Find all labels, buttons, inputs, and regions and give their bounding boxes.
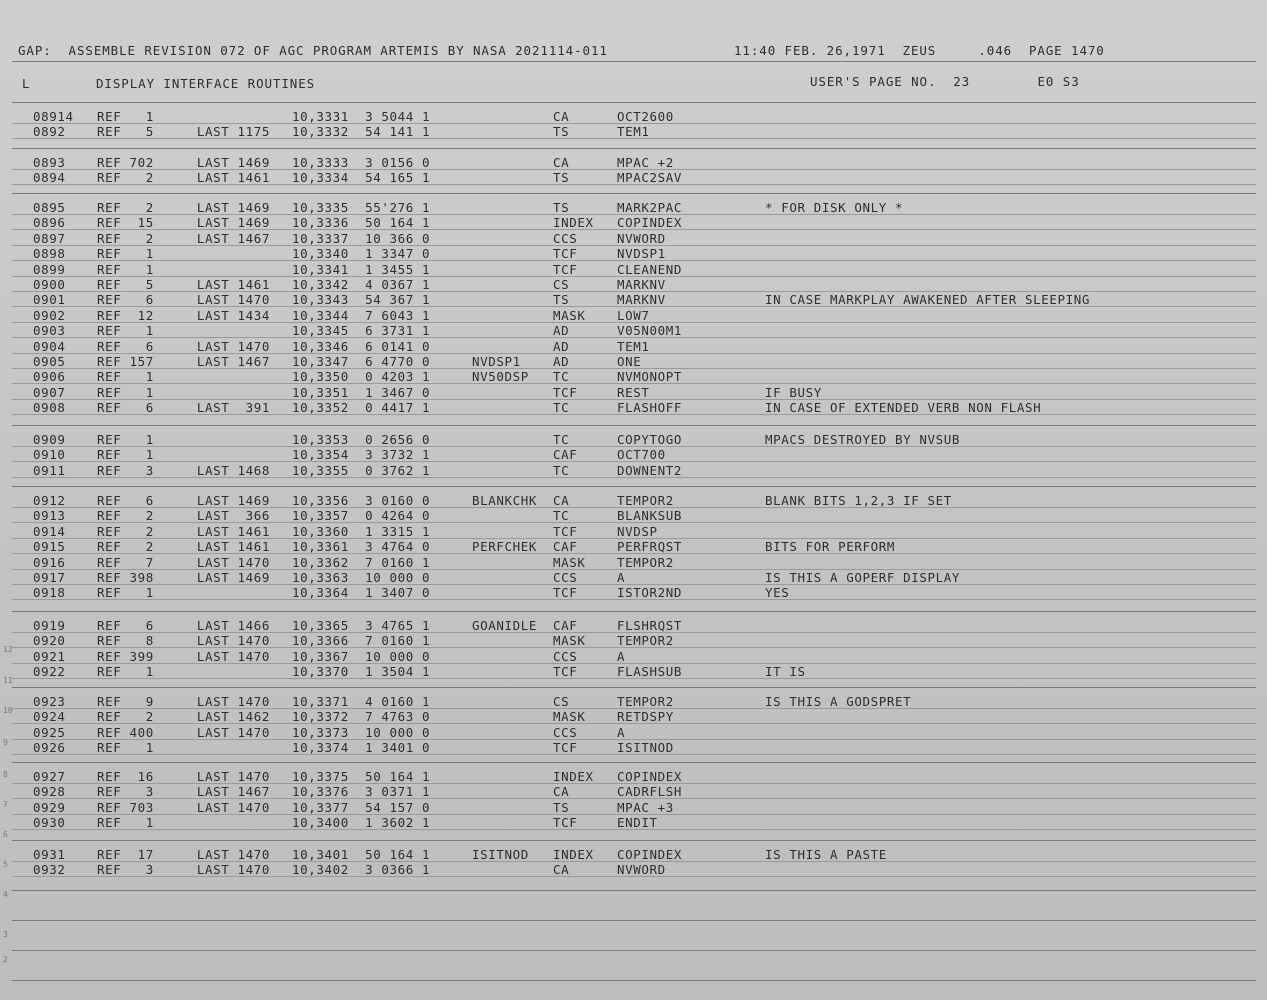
row-addr: 10,3357 0 4264 0 [292,508,431,524]
row-ref: REF 3 [97,784,154,800]
row-addr: 10,3375 50 164 1 [292,769,431,784]
row-ref: REF 9 [97,694,154,709]
row-last: LAST 1175 [196,124,270,140]
row-op: MASK [553,633,586,649]
row-seq: 0921 [33,648,66,664]
row-addr: 10,3373 10 000 0 [292,724,431,740]
row-comment: MPACS DESTROYED BY NVSUB [765,432,961,447]
row-last: LAST 1469 [196,493,270,508]
row-seq: 0897 [33,230,66,246]
row-addr: 10,3367 10 000 0 [292,648,431,664]
row-op: MASK [553,554,586,570]
margin-line-number: 10 [3,706,13,715]
row-seq: 0919 [33,618,66,633]
row-addr: 10,3360 1 3315 1 [292,523,431,539]
row-last: LAST 1468 [196,462,270,478]
row-comment: BITS FOR PERFORM [765,539,896,555]
row-arg: A [617,724,626,740]
row-arg: LOW7 [617,307,650,323]
row-seq: 0902 [33,307,66,323]
row-seq: 0910 [33,447,66,463]
row-ref: REF 3 [97,462,154,478]
row-op: TCF [553,523,578,539]
row-addr: 10,3344 7 6043 1 [292,307,431,323]
row-last: LAST 1470 [196,694,270,709]
row-ref: REF 5 [97,277,154,292]
blank-line-rule [12,890,1256,891]
row-op: TC [553,369,570,385]
group-divider [12,611,1256,612]
row-op: TCF [553,815,578,831]
row-ref: REF 15 [97,215,154,231]
row-op: CS [553,694,570,709]
row-seq: 0893 [33,155,66,170]
row-last: LAST 1434 [196,307,270,323]
row-addr: 10,3354 3 3732 1 [292,447,431,463]
row-last: LAST 1470 [196,847,270,862]
row-seq: 0923 [33,694,66,709]
row-addr: 10,3346 6 0141 0 [292,338,431,354]
row-addr: 10,3401 50 164 1 [292,847,431,862]
row-op: CCS [553,724,578,740]
row-seq: 0915 [33,539,66,555]
row-last: LAST 1461 [196,523,270,539]
row-addr: 10,3331 3 5044 1 [292,109,431,124]
row-last: LAST 1470 [196,769,270,784]
row-last: LAST 1462 [196,709,270,725]
row-last: LAST 1469 [196,155,270,170]
row-comment: * FOR DISK ONLY * [765,200,904,215]
row-op: MASK [553,709,586,725]
row-addr: 10,3361 3 4764 0 [292,539,431,555]
row-ref: REF 2 [97,230,154,246]
row-comment: IN CASE MARKPLAY AWAKENED AFTER SLEEPING [765,292,1091,308]
row-addr: 10,3366 7 0160 1 [292,633,431,649]
row-arg: TEMPOR2 [617,694,674,709]
row-arg: MPAC +2 [617,155,674,170]
row-arg: OCT700 [617,447,666,463]
row-arg: FLASHOFF [617,400,683,416]
row-last: LAST 1466 [196,618,270,633]
row-seq: 0904 [33,338,66,354]
row-label: NVDSP1 [472,354,521,369]
row-ref: REF 3 [97,862,154,878]
row-seq: 0898 [33,246,66,262]
row-seq: 0903 [33,323,66,339]
row-addr: 10,3350 0 4203 1 [292,369,431,385]
row-comment: IS THIS A GOPERF DISPLAY [765,570,961,585]
row-last: LAST 1470 [196,862,270,878]
row-addr: 10,3372 7 4763 0 [292,709,431,725]
row-addr: 10,3332 54 141 1 [292,124,431,140]
row-arg: TEM1 [617,338,650,354]
section-title: DISPLAY INTERFACE ROUTINES [96,76,316,91]
row-addr: 10,3374 1 3401 0 [292,740,431,756]
row-seq: 0905 [33,354,66,369]
row-label: BLANKCHK [472,493,538,508]
row-op: AD [553,338,570,354]
row-seq: 08914 [33,109,74,124]
row-ref: REF 2 [97,523,154,539]
row-seq: 0906 [33,369,66,385]
row-arg: MARK2PAC [617,200,683,215]
row-op: CA [553,155,570,170]
row-op: TCF [553,740,578,756]
header-line-1-left: GAP: ASSEMBLE REVISION 072 OF AGC PROGRAM ARTEMIS BY NASA 2021114-011 [18,43,608,58]
row-last: LAST 1470 [196,799,270,815]
group-divider [12,486,1256,487]
row-addr: 10,3345 6 3731 1 [292,323,431,339]
row-arg: ISITNOD [617,740,674,756]
row-arg: ONE [617,354,642,369]
row-op: TC [553,400,570,416]
row-seq: 0913 [33,508,66,524]
row-arg: TEMPOR2 [617,633,674,649]
row-op: INDEX [553,847,594,862]
row-op: TCF [553,384,578,400]
row-arg: TEMPOR2 [617,493,674,508]
group-divider [12,425,1256,426]
row-op: TCF [553,246,578,262]
row-seq: 0925 [33,724,66,740]
row-seq: 0911 [33,462,66,478]
row-arg: NVDSP1 [617,246,666,262]
row-addr: 10,3400 1 3602 1 [292,815,431,831]
row-addr: 10,3341 1 3455 1 [292,261,431,277]
group-divider [12,687,1256,688]
row-op: TS [553,799,570,815]
row-arg: NVDSP [617,523,658,539]
row-seq: 0927 [33,769,66,784]
row-op: TCF [553,261,578,277]
row-seq: 0912 [33,493,66,508]
group-divider [12,102,1256,103]
row-seq: 0909 [33,432,66,447]
row-arg: FLSHRQST [617,618,683,633]
header-flag: L [22,76,31,91]
row-addr: 10,3371 4 0160 1 [292,694,431,709]
row-arg: CADRFLSH [617,784,683,800]
margin-line-number: 6 [3,830,8,839]
row-addr: 10,3333 3 0156 0 [292,155,431,170]
row-last: LAST 1470 [196,633,270,649]
blank-line-rule [12,980,1256,981]
row-addr: 10,3337 10 366 0 [292,230,431,246]
row-seq: 0896 [33,215,66,231]
row-op: TS [553,200,570,215]
row-op: MASK [553,307,586,323]
row-addr: 10,3364 1 3407 0 [292,585,431,601]
row-op: CCS [553,230,578,246]
row-arg: TEMPOR2 [617,554,674,570]
row-comment: IN CASE OF EXTENDED VERB NON FLASH [765,400,1042,416]
row-ref: REF 157 [97,354,154,369]
row-arg: FLASHSUB [617,664,683,680]
row-addr: 10,3334 54 165 1 [292,170,431,186]
row-ref: REF 2 [97,200,154,215]
row-ref: REF 1 [97,585,154,601]
row-op: TCF [553,585,578,601]
row-label: GOANIDLE [472,618,538,633]
row-addr: 10,3347 6 4770 0 [292,354,431,369]
row-label: NV50DSP [472,369,529,385]
row-ref: REF 1 [97,109,154,124]
row-ref: REF 16 [97,769,154,784]
margin-line-number: 4 [3,890,8,899]
row-ref: REF 1 [97,384,154,400]
row-addr: 10,3365 3 4765 1 [292,618,431,633]
row-op: INDEX [553,769,594,784]
row-op: INDEX [553,215,594,231]
row-seq: 0917 [33,570,66,585]
row-ref: REF 398 [97,570,154,585]
group-divider [12,148,1256,149]
row-op: CCS [553,570,578,585]
row-arg: MARKNV [617,292,666,308]
row-last: LAST 1470 [196,338,270,354]
row-arg: ISTOR2ND [617,585,683,601]
row-seq: 0931 [33,847,66,862]
row-seq: 0932 [33,862,66,878]
row-comment: IS THIS A GODSPRET [765,694,912,709]
row-last: LAST 1470 [196,724,270,740]
row-last: LAST 1461 [196,277,270,292]
margin-line-number: 12 [3,645,13,654]
row-ref: REF 1 [97,369,154,385]
row-ref: REF 8 [97,633,154,649]
row-seq: 0901 [33,292,66,308]
row-comment: YES [765,585,790,601]
row-arg: REST [617,384,650,400]
row-ref: REF 1 [97,432,154,447]
blank-line-rule [12,920,1256,921]
row-arg: NVWORD [617,230,666,246]
blank-line-rule [12,950,1256,951]
row-arg: MARKNV [617,277,666,292]
row-ref: REF 12 [97,307,154,323]
row-ref: REF 399 [97,648,154,664]
row-addr: 10,3335 55'276 1 [292,200,431,215]
row-op: CA [553,109,570,124]
row-addr: 10,3336 50 164 1 [292,215,431,231]
row-addr: 10,3377 54 157 0 [292,799,431,815]
row-arg: PERFRQST [617,539,683,555]
row-ref: REF 6 [97,338,154,354]
group-divider [12,193,1256,194]
row-op: TC [553,432,570,447]
row-arg: RETDSPY [617,709,674,725]
row-ref: REF 1 [97,447,154,463]
row-ref: REF 17 [97,847,154,862]
row-last: LAST 1467 [196,230,270,246]
row-last: LAST 1469 [196,200,270,215]
row-addr: 10,3402 3 0366 1 [292,862,431,878]
row-op: TS [553,292,570,308]
row-ref: REF 1 [97,261,154,277]
row-arg: MPAC +3 [617,799,674,815]
row-last: LAST 1461 [196,539,270,555]
row-ref: REF 2 [97,539,154,555]
row-op: CCS [553,648,578,664]
row-ref: REF 2 [97,508,154,524]
row-seq: 0895 [33,200,66,215]
row-op: CA [553,493,570,508]
row-addr: 10,3351 1 3467 0 [292,384,431,400]
row-arg: NVMONOPT [617,369,683,385]
row-last: LAST 1467 [196,784,270,800]
row-addr: 10,3343 54 367 1 [292,292,431,308]
row-arg: COPYTOGO [617,432,683,447]
row-arg: MPAC2SAV [617,170,683,186]
row-last: LAST 1469 [196,215,270,231]
row-op: CAF [553,539,578,555]
row-arg: ENDIT [617,815,658,831]
margin-line-number: 9 [3,738,8,747]
row-seq: 0926 [33,740,66,756]
row-op: AD [553,354,570,369]
row-arg: BLANKSUB [617,508,683,524]
row-addr: 10,3356 3 0160 0 [292,493,431,508]
row-addr: 10,3355 0 3762 1 [292,462,431,478]
row-ref: REF 2 [97,170,154,186]
row-arg: COPINDEX [617,847,683,862]
row-last: LAST 1470 [196,648,270,664]
row-op: CS [553,277,570,292]
row-arg: NVWORD [617,862,666,878]
margin-line-number: 11 [3,676,13,685]
row-seq: 0907 [33,384,66,400]
row-arg: DOWNENT2 [617,462,683,478]
row-arg: COPINDEX [617,215,683,231]
margin-line-number: 7 [3,800,8,809]
row-op: TS [553,124,570,140]
row-ref: REF 400 [97,724,154,740]
row-addr: 10,3363 10 000 0 [292,570,431,585]
row-seq: 0900 [33,277,66,292]
row-last: LAST 1467 [196,354,270,369]
row-ref: REF 6 [97,493,154,508]
row-last: LAST 1470 [196,292,270,308]
row-ref: REF 703 [97,799,154,815]
row-addr: 10,3353 0 2656 0 [292,432,431,447]
row-ref: REF 1 [97,246,154,262]
row-ref: REF 7 [97,554,154,570]
row-ref: REF 1 [97,740,154,756]
user-page-number: USER'S PAGE NO. 23 E0 S3 [810,74,1080,89]
row-label: PERFCHEK [472,539,538,555]
row-addr: 10,3340 1 3347 0 [292,246,431,262]
row-op: CA [553,862,570,878]
row-op: TC [553,508,570,524]
row-ref: REF 6 [97,292,154,308]
row-comment: IS THIS A PASTE [765,847,887,862]
row-seq: 0894 [33,170,66,186]
row-seq: 0920 [33,633,66,649]
row-seq: 0930 [33,815,66,831]
row-op: CAF [553,447,578,463]
row-seq: 0892 [33,124,66,140]
row-arg: COPINDEX [617,769,683,784]
margin-line-number: 8 [3,770,8,779]
row-arg: A [617,570,626,585]
header-rule [12,61,1256,62]
row-ref: REF 1 [97,323,154,339]
row-last: LAST 1461 [196,170,270,186]
row-ref: REF 6 [97,400,154,416]
row-op: TCF [553,664,578,680]
row-op: AD [553,323,570,339]
row-op: CA [553,784,570,800]
row-op: CAF [553,618,578,633]
header-line-1-right: 11:40 FEB. 26,1971 ZEUS .046 PAGE 1470 [734,43,1105,58]
row-seq: 0924 [33,709,66,725]
row-last: LAST 366 [196,508,270,524]
margin-line-number: 5 [3,860,8,869]
margin-line-number: 3 [3,930,8,939]
row-seq: 0918 [33,585,66,601]
row-addr: 10,3376 3 0371 1 [292,784,431,800]
row-last: LAST 1469 [196,570,270,585]
row-arg: CLEANEND [617,261,683,277]
row-seq: 0914 [33,523,66,539]
row-seq: 0929 [33,799,66,815]
row-ref: REF 6 [97,618,154,633]
row-op: TS [553,170,570,186]
group-divider [12,762,1256,763]
row-arg: V05N00M1 [617,323,683,339]
row-seq: 0916 [33,554,66,570]
row-seq: 0928 [33,784,66,800]
row-ref: REF 1 [97,664,154,680]
row-ref: REF 5 [97,124,154,140]
row-seq: 0922 [33,664,66,680]
row-ref: REF 702 [97,155,154,170]
margin-line-number: 2 [3,955,8,964]
row-arg: TEM1 [617,124,650,140]
row-ref: REF 2 [97,709,154,725]
row-comment: IF BUSY [765,384,822,400]
row-seq: 0908 [33,400,66,416]
row-comment: IT IS [765,664,806,680]
row-last: LAST 391 [196,400,270,416]
row-addr: 10,3370 1 3504 1 [292,664,431,680]
row-addr: 10,3362 7 0160 1 [292,554,431,570]
row-addr: 10,3352 0 4417 1 [292,400,431,416]
row-op: TC [553,462,570,478]
row-addr: 10,3342 4 0367 1 [292,277,431,292]
row-seq: 0899 [33,261,66,277]
row-last: LAST 1470 [196,554,270,570]
row-ref: REF 1 [97,815,154,831]
row-arg: OCT2600 [617,109,674,124]
row-arg: A [617,648,626,664]
row-comment: BLANK BITS 1,2,3 IF SET [765,493,952,508]
group-divider [12,840,1256,841]
row-label: ISITNOD [472,847,529,862]
